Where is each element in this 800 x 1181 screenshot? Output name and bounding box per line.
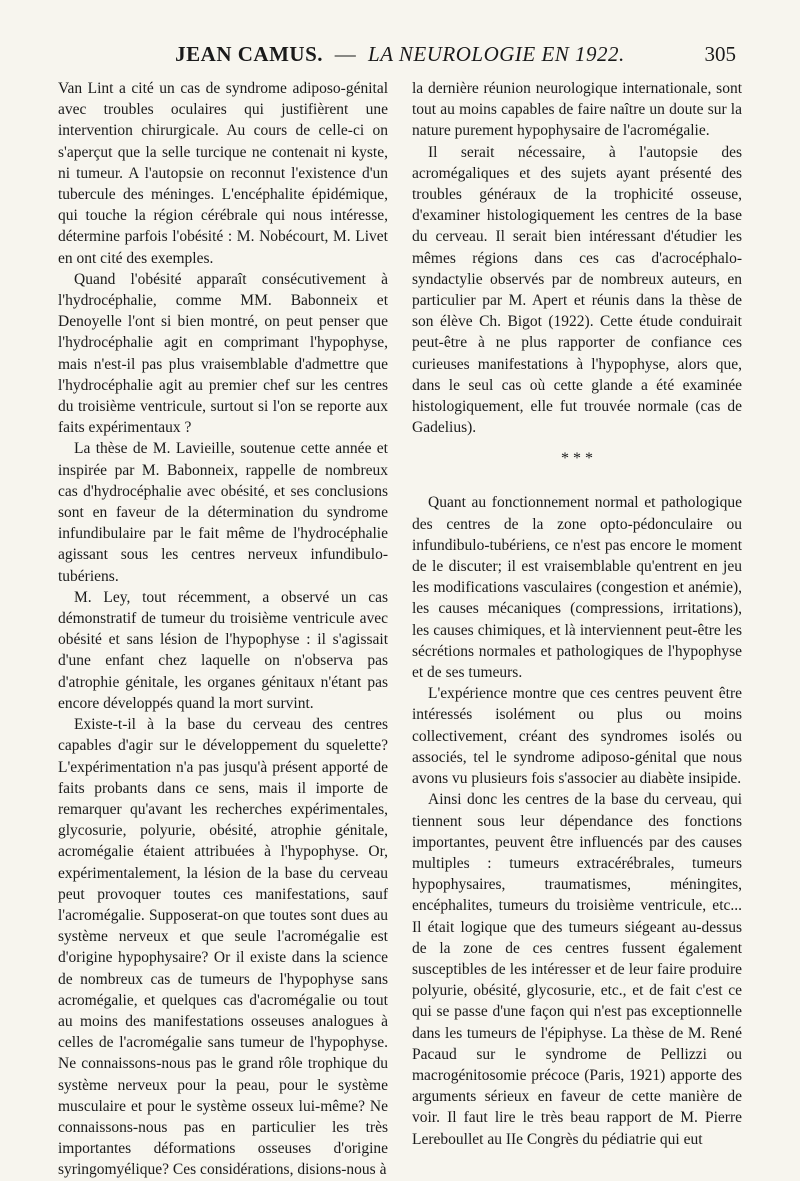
title-separator: — [334,42,357,66]
paragraph: la dernière réunion neurologique internationale, sont tout au moins capables de faire naître un doute sur la nature purement hypophysaire de l'acromégalie. [412,80,742,140]
left-column [58,78,388,1181]
paragraph: Quand l'obésité apparaît consécutivement à l'hydrocéphalie, comme MM. Babonneix et Denoyelle l'ont si bien montré, on peut penser que l'hydrocéphalie agit en comprimant l'hypophyse, mais n'est-il pas plus vraisemblable d'admettre que l'hydrocéphalie agit au premier chef sur les centres du troisième ventricule, surtout si l'on se reporte aux faits expérimentaux ? [58,270,388,437]
right-column [412,78,742,1150]
paragraph: Van Lint a cité un cas de syndrome adiposo-génital avec troubles oculaires qui justifièrent une intervention chirurgicale. Au cours de celle-ci on s'aperçut que la selle turcique ne contenait ni kyste, ni tumeur. A l'autopsie on reconnut l'existence d'un tubercule des méninges. L'encéphalite épidémique, qui touche la région cérébrale qui nous intéresse, détermine parfois l'obésité : M. Nobécourt, M. Livet en ont cité des exemples. [58,80,388,267]
running-header [0,42,800,72]
paragraph: M. Ley, tout récemment, a observé un cas démonstratif de tumeur du troisième ventricule avec obésité et sans lésion de l'hypophyse : il s'agissait d'une enfant chez laquelle on n'observa pas d'atrophie génitale, les organes génitaux n'étant pas encore développés quand la mort survint. [58,588,388,712]
page-number: 305 [704,42,736,66]
article-title: LA NEUROLOGIE EN 1922. [368,42,625,66]
paragraph: L'expérience montre que ces centres peuvent être intéressés isolément ou plus ou moins collectivement, créant des syndromes isolés ou associés, tel le syndrome adiposo-génital que nous avons vu plusieurs fois s'associer au diabète insipide. [412,685,742,788]
paragraph: Quant au fonctionnement normal et pathologique des centres de la zone opto-pédonculaire ou infundibulo-tubériens, ce n'est pas encore le moment de le discuter; il est vraisemblable qu'entrent en jeu les modifications vasculaires (congestion et anémie), les causes mécaniques (compressions, irritations), les causes chimiques, et là interviennent peut-être les sécrétions normales et pathologiques de l'hypophyse et de ses tumeurs. [412,494,742,682]
section-break-asterism: * * * [561,450,593,468]
paragraph: Ainsi donc les centres de la base du cerveau, qui tiennent sous leur dépendance des fonctions importantes, peuvent être influencés par des causes multiples : tumeurs extracérébrales, tumeurs hypophysaires, traumatismes, méningites, encéphalites, tumeurs du troisième ventricule, etc... Il était logique que des tumeurs siégeant au-dessus de la zone de ces centres fussent également susceptibles de les intéresser et de leur faire produire polyurie, obésité, glycosurie, etc., et de fait c'est ce qui se passe d'une façon qui n'est pas exceptionnelle dans les tumeurs de l'épiphyse. La thèse de M. René Pacaud sur le syndrome de Pellizzi ou macrogénitosomie précoce (Paris, 1921) apporte des arguments sérieux en faveur de cette manière de voir. Il faut lire le très beau rapport de M. Pierre Lereboullet au IIe Congrès du pédiatrie qui eut [412,791,742,1148]
running-title [0,42,800,67]
paragraph: Existe-t-il à la base du cerveau des centres capables d'agir sur le développement du squelette? L'expérimentation n'a pas jusqu'à présent apporté de faits probants dans ce sens, mais il importe de remarquer qu'avant les recherches expérimentales, glycosurie, polyurie, obésité, atrophie génitale, acromégalie étaient attribuées à l'hypophyse. Or, expérimentalement, la lésion de la base du cerveau peut provoquer toutes ces manifestations, sauf l'acromégalie. Supposerat-on que toutes sont dues au système nerveux et que seule l'acromégalie est d'origine hypophysaire? Or il existe dans la science de nombreux cas de tumeurs de l'hypophyse sans acromégalie, et quelques cas d'acromégalie ou tout au moins des manifestations osseuses analogues à celles de l'acromégalie sans tumeur de l'hypophyse. Ne connaissons-nous pas le grand rôle trophique du système nerveux pour la peau, pour le système musculaire et pour le système osseux lui-même? Ne connaissons-nous pas en particulier les très importantes déformations osseuses d'origine syringomyélique? Ces considérations, disions-nous à [58,716,388,1179]
author-name: JEAN CAMUS. [175,42,324,66]
paragraph: Il serait nécessaire, à l'autopsie des acromégaliques et des sujets ayant présenté des troubles généraux de la trophicité osseuse, d'examiner histologiquement les centres de la base du cerveau. Il serait bien intéressant d'étudier les mêmes régions dans ces cas d'acrocéphalo-syndactylie observés par de nombreux auteurs, en particulier par M. Apert et réunis dans la thèse de son élève Ch. Bigot (1922). Cette étude conduirait peut-être à ne plus rapporter de confiance ces curieuses manifestations à l'hypophyse, alors que, dans le seul cas où cette glande a été examinée histologiquement, elle fut trouvée normale (cas de Gadelius). [412,143,742,437]
paragraph: La thèse de M. Lavieille, soutenue cette année et inspirée par M. Babonneix, rappelle de nombreux cas d'hydrocéphalie avec obésité, et ses conclusions sont en faveur de la détermination du syndrome infundibulaire par le fait même de l'hydrocéphalie agissant sous les centres nerveux infundibulo-tubériens. [58,440,388,585]
